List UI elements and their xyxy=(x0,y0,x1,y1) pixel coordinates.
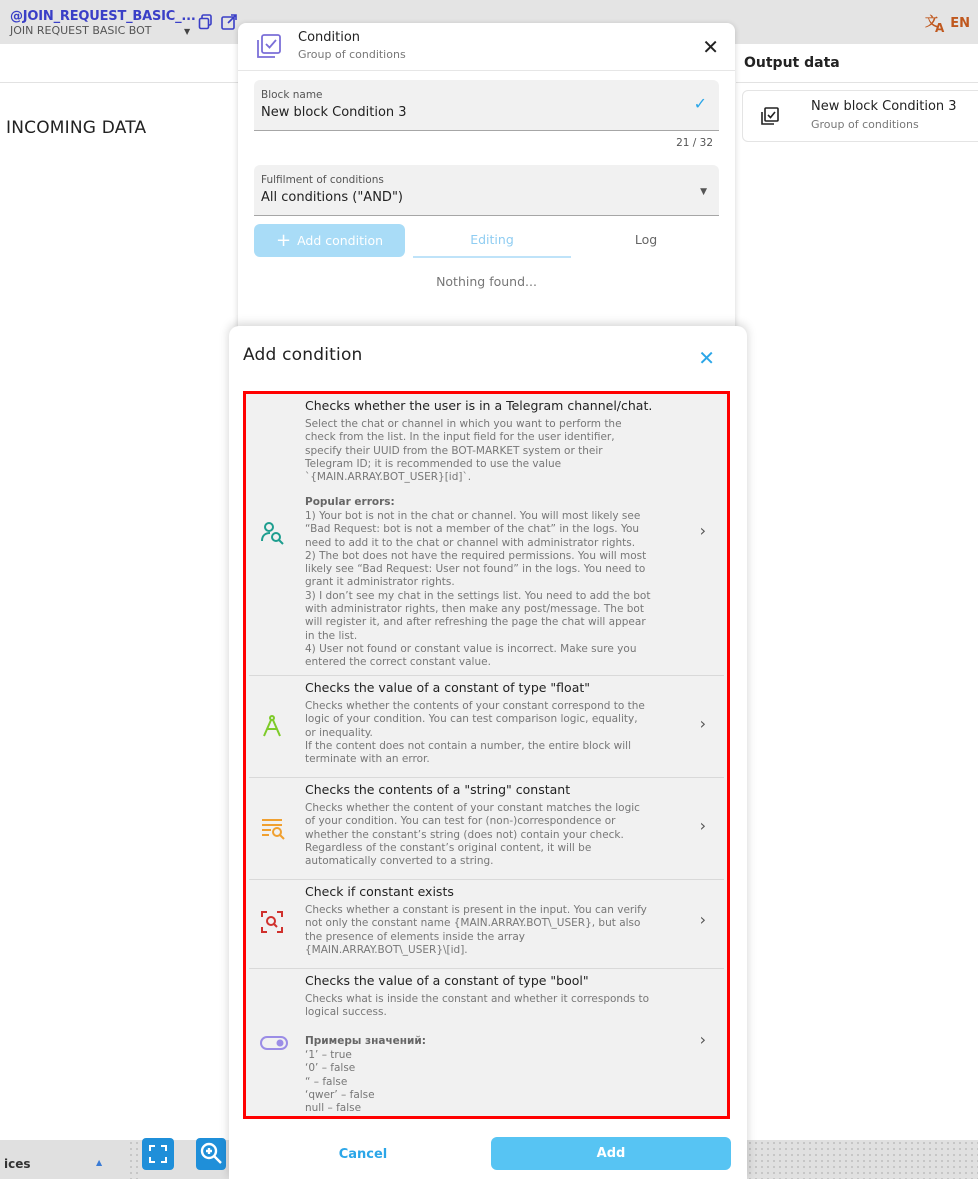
chevron-right-icon[interactable]: › xyxy=(699,1030,706,1049)
close-icon[interactable]: ✕ xyxy=(698,346,715,370)
output-block-name: New block Condition 3 xyxy=(811,99,957,114)
output-block-type: Group of conditions xyxy=(811,118,919,131)
condition-option-telegram-member[interactable] xyxy=(249,394,724,676)
char-counter: 21 / 32 xyxy=(676,137,713,149)
divider xyxy=(736,82,978,83)
option-title: Checks the contents of a "string" constant xyxy=(305,782,571,797)
add-condition-modal xyxy=(229,326,747,1179)
condition-block-icon xyxy=(761,107,779,129)
scan-search-icon xyxy=(260,910,284,938)
option-errors: 1) Your bot is not in the chat or channel. You will most likely see “Bad Request: bot is not a member of the chat” in the logs. You need to add it to the chat or channel with administrator rights. 2) The bot does not have the required permissions. You will most likely see “Bad Request: User not found” in the logs. You need to grant it administrator rights. 3) I don’t see my chat in the settings list. You need to add the bot with administrator rights, then make any post/message. The bot will register it, and after refreshing the page the chat will appear in the list. 4) User not found or constant value is incorrect. Make sure you entered the correct constant value. xyxy=(305,510,651,669)
fulfilment-label: Fulfilment of conditions xyxy=(261,174,384,186)
condition-option-bool[interactable] xyxy=(249,969,724,1119)
compass-icon xyxy=(260,714,284,742)
svg-text:A: A xyxy=(935,21,945,33)
translate-icon xyxy=(925,13,947,33)
chevron-right-icon[interactable]: › xyxy=(699,521,706,540)
canvas-grid xyxy=(747,1140,978,1179)
panel-title: Condition xyxy=(298,30,361,45)
option-title: Checks whether the user is in a Telegram channel/chat. xyxy=(305,398,653,413)
block-name-field[interactable] xyxy=(254,80,719,131)
condition-type-list xyxy=(243,391,730,1119)
option-description: Checks whether the contents of your constant correspond to the logic of your condition. You can test comparison logic, equality, or inequality. If the content does not contain a number, the entire block will terminate with an error. xyxy=(305,700,645,766)
option-title: Checks the value of a constant of type "float" xyxy=(305,680,591,695)
open-external-icon[interactable] xyxy=(221,14,237,34)
condition-block-icon xyxy=(256,33,282,63)
toggle-icon xyxy=(260,1035,288,1055)
fulfilment-value: All conditions ("AND") xyxy=(261,190,403,205)
plus-icon: + xyxy=(275,229,292,251)
modal-title: Add condition xyxy=(243,345,363,365)
option-description: Checks what is inside the constant and whether it corresponds to logical success. xyxy=(305,993,650,1019)
add-condition-button[interactable] xyxy=(254,224,405,257)
copy-icon[interactable] xyxy=(198,14,213,34)
chevron-up-icon[interactable]: ▲ xyxy=(96,1158,103,1167)
user-search-icon xyxy=(260,521,286,549)
option-title: Check if constant exists xyxy=(305,884,454,899)
bot-subtitle: JOIN REQUEST BASIC BOT xyxy=(10,24,152,37)
condition-panel xyxy=(238,23,735,343)
output-data-title: Output data xyxy=(744,55,840,71)
svg-text:文: 文 xyxy=(925,15,939,30)
close-icon[interactable]: ✕ xyxy=(702,35,719,59)
text-search-icon xyxy=(260,816,286,844)
tab-editing[interactable]: Editing xyxy=(470,232,514,247)
fit-screen-icon xyxy=(142,1138,174,1170)
bot-name[interactable]: @JOIN_REQUEST_BASIC_... xyxy=(10,9,196,24)
chevron-down-icon[interactable]: ▼ xyxy=(700,187,707,197)
bot-dropdown-icon[interactable]: ▼ xyxy=(184,27,191,36)
condition-option-string[interactable] xyxy=(249,778,724,880)
fulfilment-select[interactable] xyxy=(254,165,719,216)
block-name-input[interactable]: New block Condition 3 xyxy=(261,105,407,120)
bottom-panel-label: ices xyxy=(4,1157,31,1171)
chevron-right-icon[interactable]: › xyxy=(699,714,706,733)
empty-state: Nothing found... xyxy=(436,274,537,289)
chevron-right-icon[interactable]: › xyxy=(699,910,706,929)
check-icon[interactable]: ✓ xyxy=(693,94,707,113)
condition-option-exists[interactable] xyxy=(249,880,724,969)
language-switcher[interactable] xyxy=(925,13,970,33)
chevron-right-icon[interactable]: › xyxy=(699,816,706,835)
option-examples: ‘1’ – true ‘0’ – false “ – false ‘qwer’ – false null – false xyxy=(305,1049,375,1115)
condition-option-float[interactable] xyxy=(249,676,724,778)
canvas-grid xyxy=(128,1140,142,1179)
tab-log[interactable]: Log xyxy=(634,232,658,247)
zoom-in-button[interactable] xyxy=(196,1138,226,1170)
block-name-label: Block name xyxy=(261,89,323,101)
zoom-in-icon xyxy=(196,1138,226,1170)
language-code: EN xyxy=(950,15,970,31)
panel-subtitle: Group of conditions xyxy=(298,48,406,61)
output-block-card[interactable] xyxy=(742,90,978,142)
option-description: Checks whether a constant is present in the input. You can verify not only the constant name {MAIN.ARRAY.BOT\_USER}, but also the presence of elements inside the array {MAIN.ARRAY.BOT\_USER}\[id]. xyxy=(305,904,647,956)
option-description: Checks whether the content of your constant matches the logic of your condition. You can test for (non-)correspondence or whether the constant’s string (does not) contain your check. Regardless of the constant’s original content, it will be automatically converted to a string. xyxy=(305,802,640,868)
divider xyxy=(238,70,735,71)
active-tab-indicator xyxy=(413,256,571,258)
option-errors-title: Popular errors: xyxy=(305,496,395,508)
fit-screen-button[interactable] xyxy=(142,1138,174,1170)
divider xyxy=(0,82,240,83)
option-title: Checks the value of a constant of type "bool" xyxy=(305,973,589,988)
option-examples-title: Примеры значений: xyxy=(305,1035,426,1047)
option-description: Select the chat or channel in which you want to perform the check from the list. In the input field for the user identifier, specify their UUID from the BOT-MARKET system or their Telegram ID; it is recommended to use the value `{MAIN.ARRAY.BOT_USER}[id]`. xyxy=(305,418,622,484)
incoming-data-title: INCOMING DATA xyxy=(6,118,147,138)
cancel-button[interactable]: Cancel xyxy=(338,1147,388,1162)
add-condition-label: Add condition xyxy=(297,233,384,248)
add-button[interactable]: Add xyxy=(491,1137,731,1170)
